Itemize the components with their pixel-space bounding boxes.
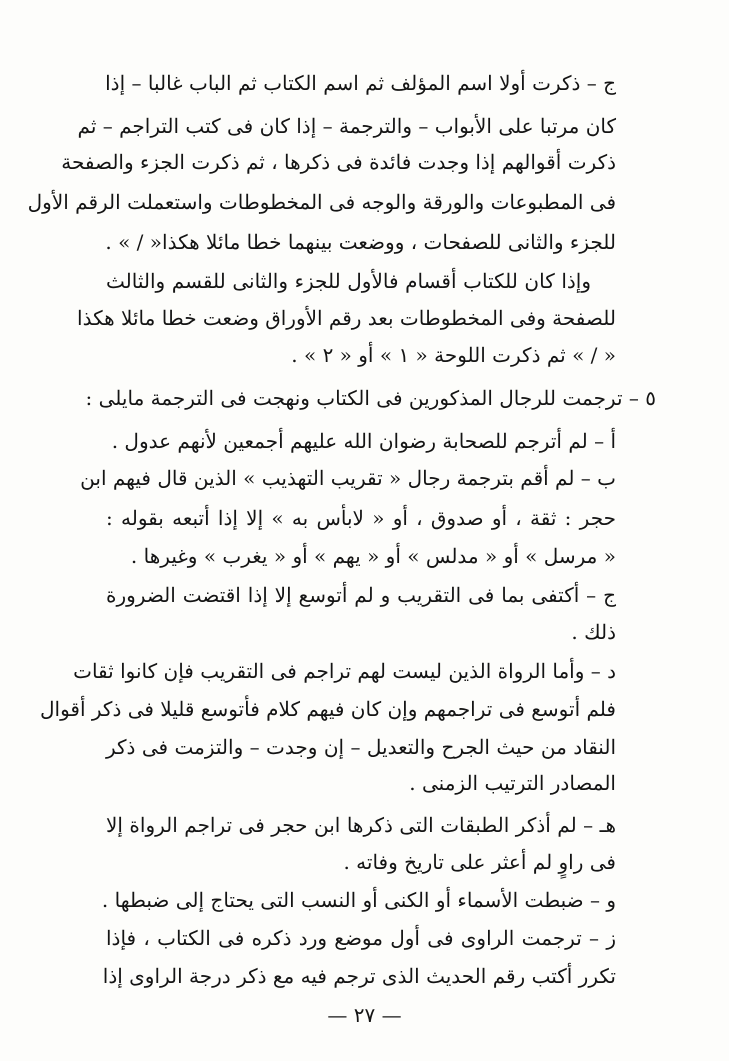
text-line: فى راوٍ لم أعثر على تاريخ وفاته . bbox=[343, 850, 616, 874]
page-number: — ٢٧ — bbox=[327, 1003, 402, 1027]
text-line: هـ – لم أذكر الطبقات التى ذكرها ابن حجر فى تراجم الرواة إلا bbox=[106, 813, 616, 837]
text-line: « مرسل » أو « مدلس » أو « يهم » أو « يغرب » وغيرها . bbox=[130, 544, 616, 568]
text-line: تكرر أكتب رقم الحديث الذى ترجم فيه مع ذكر درجة الراوى إذا bbox=[102, 964, 616, 988]
text-line: د – وأما الرواة الذين ليست لهم تراجم فى التقريب فإن كانوا ثقات bbox=[73, 659, 616, 683]
text-line: المصادر الترتيب الزمنى . bbox=[409, 771, 616, 795]
text-line: ج – ذكرت أولا اسم المؤلف ثم اسم الكتاب ثم الباب غالبا – إذا bbox=[105, 71, 616, 95]
text-line: ذلك . bbox=[571, 620, 616, 644]
text-line: « / » ثم ذكرت اللوحة « ١ » أو « ٢ » . bbox=[291, 343, 616, 367]
text-line: ج – أكتفى بما فى التقريب و لم أتوسع إلا إذا اقتضت الضرورة bbox=[106, 583, 616, 607]
text-line: ذكرت أقوالهم إذا وجدت فائدة فى ذكرها ، ثم ذكرت الجزء والصفحة bbox=[61, 150, 616, 174]
text-line: النقاد من حيث الجرح والتعديل – إن وجدت – والتزمت فى ذكر bbox=[106, 735, 616, 759]
text-line: ز – ترجمت الراوى فى أول موضع ورد ذكره فى الكتاب ، فإذا bbox=[106, 926, 616, 950]
text-line: ب – لم أقم بترجمة رجال « تقريب التهذيب » الذين قال فيهم ابن bbox=[80, 466, 616, 490]
text-line: وإذا كان للكتاب أقسام فالأول للجزء والثانى للقسم والثالث bbox=[106, 269, 591, 293]
text-line: و – ضبطت الأسماء أو الكنى أو النسب التى يحتاج إلى ضبطها . bbox=[101, 888, 616, 912]
text-line: كان مرتبا على الأبواب – والترجمة – إذا كان فى كتب التراجم – ثم bbox=[77, 114, 616, 138]
text-line: ٥ – ترجمت للرجال المذكورين فى الكتاب ونهجت فى الترجمة مايلى : bbox=[85, 386, 656, 410]
text-line: حجر : ثقة ، أو صدوق ، أو « لابأس به » إلا إذا أتبعه بقوله : bbox=[106, 506, 616, 530]
text-line: أ – لم أترجم للصحابة رضوان الله عليهم أجمعين لأنهم عدول . bbox=[111, 429, 616, 453]
text-line: فى المطبوعات والورقة والوجه فى المخطوطات واستعملت الرقم الأول bbox=[27, 190, 616, 214]
text-line: للصفحة وفى المخطوطات بعد رقم الأوراق وضعت خطا مائلا هكذا bbox=[77, 306, 616, 330]
text-line: فلم أتوسع فى تراجمهم وإن كان فيهم كلام فأتوسع قليلا فى ذكر أقوال bbox=[40, 697, 616, 721]
text-line: للجزء والثانى للصفحات ، ووضعت بينهما خطا مائلا هكذا« / » . bbox=[105, 230, 616, 254]
